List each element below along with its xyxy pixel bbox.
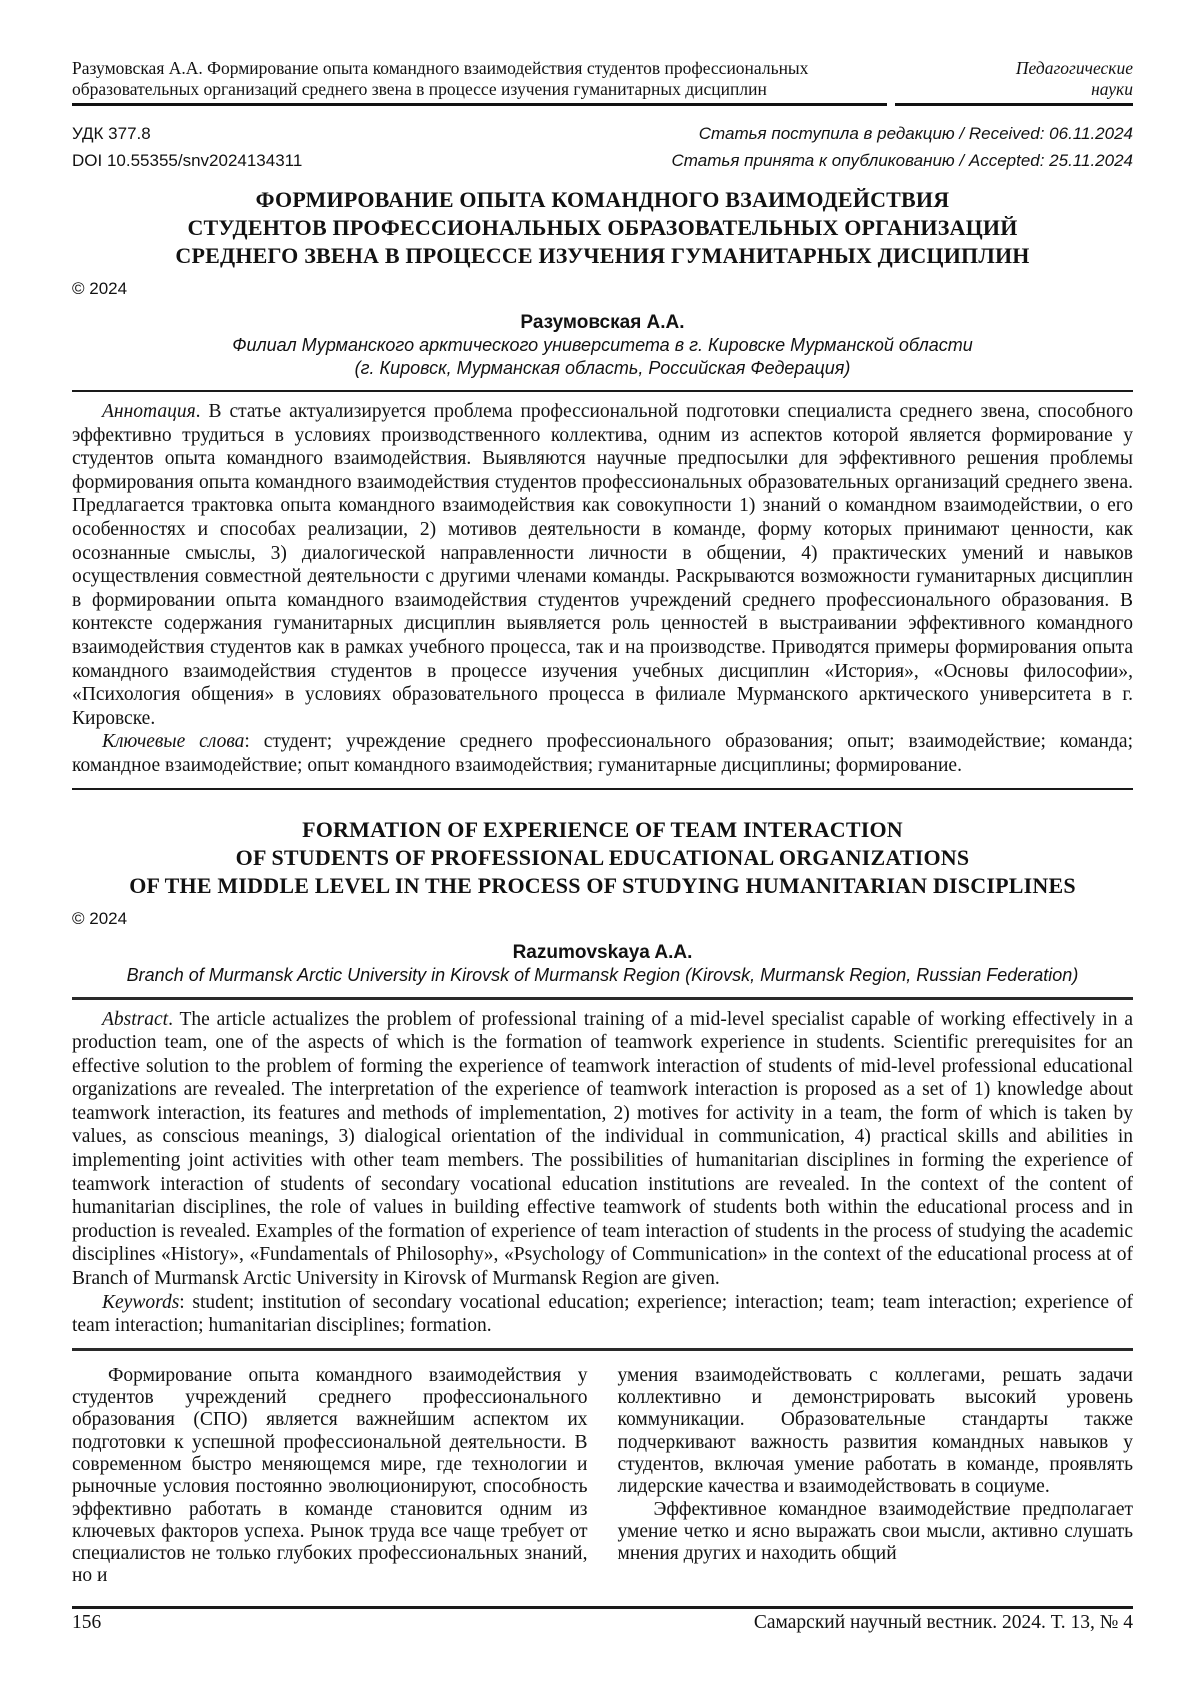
page-footer (72, 1606, 1133, 1634)
title-en-line3: OF THE MIDDLE LEVEL IN THE PROCESS OF STUDYING HUMANITARIAN DISCIPLINES (129, 872, 1076, 898)
section-name-line2 (895, 79, 1133, 100)
body-two-columns (72, 1365, 1133, 1588)
keywords-ru (72, 730, 1133, 777)
title-en-line1: FORMATION OF EXPERIENCE OF TEAM INTERACTION (302, 816, 903, 842)
abstract-ru-label: Аннотация (102, 401, 196, 422)
affiliation-ru-line2: (г. Кировск, Мурманская область, Российская Федерация) (354, 358, 851, 378)
running-head-section (895, 58, 1133, 106)
keywords-ru-text: : студент; учреждение среднего профессионального образования; опыт; взаимодействие; команда; командное взаимодействие; опыт командного взаимодействия; гуманитарные дисциплины; формирование. (72, 731, 1133, 776)
divider-below-abstract-en (72, 1348, 1133, 1351)
meta-row-2 (72, 147, 1133, 174)
affiliation-ru-line1: Филиал Мурманского арктического университета в г. Кировске Мурманской области (232, 335, 973, 355)
accepted-date: Статья принята к опубликованию / Accepted: 25.11.2024 (671, 151, 1133, 170)
abstract-en (72, 1008, 1133, 1291)
abstract-ru-block (72, 400, 1133, 778)
keywords-en-label: Keywords (102, 1291, 180, 1313)
divider-above-abstract-en (72, 997, 1133, 1000)
body-paragraph-2: Эффективное командное взаимодействие предполагает умение четко и ясно выражать свои мысли, активно слушать мнения других и находить общий (617, 1498, 1133, 1565)
running-head-line2: образовательных организаций среднего звена в процессе изучения гуманитарных дисциплин (72, 79, 767, 99)
title-ru-line1: ФОРМИРОВАНИЕ ОПЫТА КОМАНДНОГО ВЗАИМОДЕЙСТВИЯ (255, 187, 950, 212)
abstract-ru-text: . В статье актуализируется проблема профессиональной подготовки специалиста среднего звена, способного эффективно трудиться в условиях производственного коллектива, одним из аспектов которой является формирование у студентов опыта командного взаимодействия. Выявляются научные предпосылки для эффективного решения проблемы формирования опыта командного взаимодействия студентов профессиональных образовательных организаций среднего звена. Предлагается трактовка опыта командного взаимодействия как совокупности 1) знаний о командном взаимодействии, о его особенностях и способах реализации, 2) мотивов деятельности в команде, форму которых принимают ценности, как осознанные смыслы, 3) диалогической направленности личности в общении, 4) практических умений и навыков осуществления совместной деятельности с другими членами команды. Раскрываются возможности гуманитарных дисциплин в формировании опыта командного взаимодействия студентов учреждений среднего профессионального образования. В контексте содержания гуманитарных дисциплин выявляется роль ценностей в выстраивании эффективного командного взаимодействия студентов как в рамках учебного процесса, так и на производстве. Приводятся примеры формирования опыта командного взаимодействия студентов в процессе изучения учебных дисциплин «История», «Основы философии», «Психология общения» в условиях образовательного процесса в филиале Мурманского арктического университета в г. Кировске. (72, 401, 1133, 729)
keywords-en (72, 1291, 1133, 1338)
abstract-en-text: . The article actualizes the problem of professional training of a mid-level specialist capable of working effectively in a production team, one of the aspects of which is the formation of teamwork experience in students. Scientific prerequisites for an effective solution to the problem of forming the experience of teamwork interaction of students of mid-level professional educational organizations are revealed. The interpretation of the experience of teamwork interaction is proposed as a set of 1) knowledge about teamwork interaction, its features and methods of implementation, 2) motives for activity in a team, the form of which is taken by values, as conscious meanings, 3) dialogical orientation of the individual in communication, 4) practical skills and abilities in implementing joint activities with other team members. The possibilities of humanitarian disciplines in forming the experience of teamwork interaction of students of secondary vocational education institutions are revealed. In the context of the content of humanitarian disciplines, the role of values in building effective teamwork of students both within the educational process and in production is revealed. Examples of the formation of experience of team interaction of students in the process of studying the academic disciplines «History», «Fundamentals of Philosophy», «Psychology of Communication» in the context of the educational process at of Branch of Murmansk Arctic University in Kirovsk of Murmansk Region are given. (72, 1008, 1133, 1290)
divider-above-abstract-ru (72, 390, 1133, 392)
title-en-line2: OF STUDENTS OF PROFESSIONAL EDUCATIONAL ORGANIZATIONS (235, 844, 970, 870)
doi-code: DOI 10.55355/snv2024134311 (72, 151, 303, 170)
abstract-ru (72, 400, 1133, 730)
section-name-line1: Педагогические (1015, 58, 1133, 78)
keywords-en-text: : student; institution of secondary vocational education; experience; interaction; team; team interaction; experience of team interaction; humanitarian disciplines; formation. (72, 1291, 1133, 1337)
title-ru-line3: СРЕДНЕГО ЗВЕНА В ПРОЦЕССЕ ИЗУЧЕНИЯ ГУМАНИТАРНЫХ ДИСЦИПЛИН (175, 243, 1030, 268)
title-ru-line2: СТУДЕНТОВ ПРОФЕССИОНАЛЬНЫХ ОБРАЗОВАТЕЛЬНЫХ ОРГАНИЗАЦИЙ (187, 215, 1018, 240)
meta-row-1 (72, 120, 1133, 147)
body-paragraph-1-right: умения взаимодействовать с коллегами, решать задачи коллективно и демонстрировать высокий уровень коммуникации. Образовательные стандарты также подчеркивают важность развития командных навыков у студентов, включая умение работать в команде, проявлять лидерские качества и взаимодействовать в социуме. (617, 1364, 1133, 1498)
keywords-ru-label: Ключевые слова (102, 731, 245, 753)
abstract-en-block (72, 1008, 1133, 1338)
udc-code: УДК 377.8 (72, 124, 151, 143)
body-paragraph-1-left: Формирование опыта командного взаимодействия у студентов учреждений среднего профессионального образования (СПО) является важнейшим аспектом их подготовки к успешной профессиональной деятельности. В современном быстро меняющемся мире, где технологии и рыночные условия постоянно эволюционируют, способность эффективно работать в команде становится одним из ключевых факторов успеха. Рынок труда все чаще требует от специалистов не только глубоких профессиональных знаний, но и (72, 1364, 588, 1587)
article-meta (72, 120, 1133, 174)
affiliation-en: Branch of Murmansk Arctic University in Kirovsk of Murmansk Region (Kirovsk, Murmansk Region, Russian Federation) (126, 964, 1079, 985)
body-column-left (72, 1365, 588, 1588)
running-head (72, 58, 1133, 106)
divider-below-abstract-ru (72, 788, 1133, 790)
article-title-ru (72, 186, 1133, 270)
section-name-line2-text: науки (1091, 79, 1133, 99)
copyright-en: © 2024 (72, 908, 128, 928)
running-head-citation (72, 58, 887, 106)
page-number: 156 (72, 1612, 102, 1633)
author-en: Razumovskaya A.A. (512, 941, 693, 963)
copyright-ru: © 2024 (72, 279, 128, 298)
received-date: Статья поступила в редакцию / Received: 06.11.2024 (698, 124, 1133, 143)
running-head-line1: Разумовская А.А. Формирование опыта командного взаимодействия студентов профессиональных (72, 58, 809, 78)
body-column-right (618, 1365, 1134, 1588)
article-title-en (72, 816, 1133, 900)
abstract-en-label: Abstract (102, 1008, 169, 1030)
journal-reference: Самарский научный вестник. 2024. Т. 13, № 4 (753, 1612, 1133, 1633)
author-ru: Разумовская А.А. (520, 312, 685, 333)
